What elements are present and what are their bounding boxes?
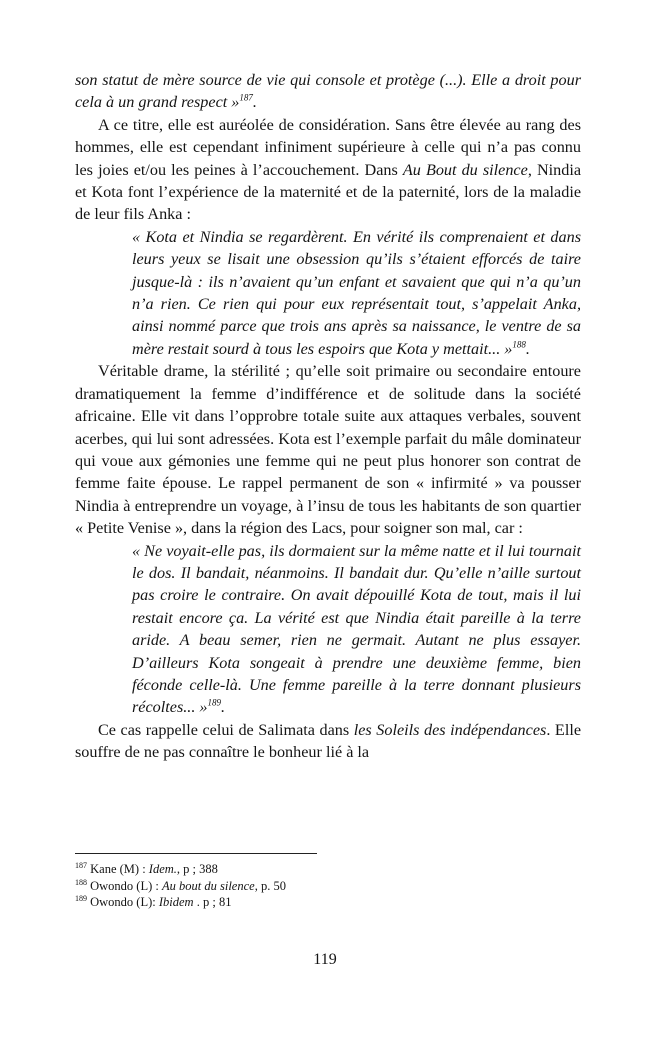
- block-quote: « Ne voyait-elle pas, ils dormaient sur la même natte et il lui tournait le dos. Il bandait, néanmoins. Il bandait dur. Qu’elle n’aille surtout pas croire le contraire. On avait dépouillé Kota de tout, mais il lui restait encore ça. La vérité est que Nindia était pareille à la terre aride. A beau semer, rien ne germait. Autant ne plus essayer. D’ailleurs Kota songeait à prendre une deuxième femme, bien féconde celle-là. Une femme pareille à la terre donnant plusieurs récoltes... »$^{189}$.: [132, 541, 581, 717]
- page-number: 119: [313, 951, 337, 968]
- footnote-ref[interactable]: 188: [512, 339, 526, 350]
- footnotes: [75, 861, 581, 911]
- footnote-number: 188: [75, 877, 87, 887]
- footnote-number: 187: [75, 860, 87, 870]
- paragraph-quote-continuation: son statut de mère source de vie qui console et protège (...). Elle a droit pour cela à un grand respect »$^{187}$.: [75, 71, 581, 112]
- paragraph: Ce cas rappelle celui de Salimata dans les Soleils des indépendances. Elle souffre de ne pas connaître le bonheur lié à la: [75, 720, 581, 762]
- book-title: Au Bout du silence: [402, 160, 528, 179]
- footnote-ref[interactable]: 189: [207, 697, 222, 708]
- book-title: les Soleils des indépendances: [353, 720, 547, 739]
- footnote: $^{187}$ Kane (M) : Idem., p ; 388: [75, 860, 218, 876]
- footnote: $^{188}$ Owondo (L) : Au bout du silence, p. 50: [75, 877, 286, 893]
- paragraph: Véritable drame, la stérilité ; qu’elle soit primaire ou secondaire entoure dramatiquement la femme d’indifférence et de solitude dans la société africaine. Elle vit dans l’opprobre totale suite aux attaques verbales, souvent acerbes, qui lui sont adressées. Kota est l’exemple parfait du mâle dominateur qui voue aux gémonies une femme qui ne peut plus honorer son contrat de femme faite épouse. Le rappel permanent de son « infirmité » va pousser Nindia à entreprendre un voyage, à l’insu de tous les habitants de son quartier « Petite Venise », dans la région des Lacs, pour soigner son mal, car :: [75, 362, 581, 538]
- quote-text: « Ne voyait-elle pas, ils dormaient sur la même natte et il lui tournait le dos. Il bandait, néanmoins. Il bandait dur. Qu’elle n’aille surtout pas croire le contraire. On avait dépouillé Kota de tout, mais il lui restait encore ça. La vérité est que Nindia était pareille à la terre aride. A beau semer, rien ne germait. Autant ne plus essayer. D’ailleurs Kota songeait à prendre une deuxième femme, bien féconde celle-là. Une femme pareille à la terre donnant plusieurs récoltes... »: [132, 541, 581, 717]
- paragraph: A ce titre, elle est auréolée de considération. Sans être élevée au rang des hommes, elle est cependant infiniment supérieure à celle qui n’a pas connu les joies et/ou les peines à l’accouchement. Dans Au Bout du silence, Nindia et Kota font l’expérience de la maternité et de la paternité, lors de la maladie de leur fils Anka :: [75, 115, 581, 224]
- quote-text: son statut de mère source de vie qui console et protège (...). Elle a droit pour cela à un grand respect »: [75, 71, 581, 112]
- block-quote: « Kota et Nindia se regardèrent. En vérité ils comprenaient et dans leurs yeux se lisait une obsession qu’ils s’étaient efforcés de taire jusque-là : ils n’avaient qu’un enfant et savaient que qui n’a qu’un n’a rien. Ce rien qui pour eux représentait tout, s’appelait Anka, ainsi nommé parce que trois ans après sa naissance, le ventre de sa mère restait sourd à tous les espoirs que Kota y mettait... »$^{188}$.: [132, 227, 581, 358]
- footnote-separator: [75, 853, 317, 854]
- quote-text: « Kota et Nindia se regardèrent. En vérité ils comprenaient et dans leurs yeux se lisait une obsession qu’ils s’étaient efforcés de taire jusque-là : ils n’avaient qu’un enfant et savaient que qui n’a qu’un n’a rien. Ce rien qui pour eux représentait tout, s’appelait Anka, ainsi nommé parce que trois ans après sa naissance, le ventre de sa mère restait sourd à tous les espoirs que Kota y mettait... »: [132, 227, 581, 358]
- footnote-ref[interactable]: 187: [239, 93, 253, 104]
- body-text: [75, 69, 581, 764]
- footnote-number: 189: [75, 893, 87, 903]
- footnote: $^{189}$ Owondo (L): Ibidem . p ; 81: [75, 893, 232, 909]
